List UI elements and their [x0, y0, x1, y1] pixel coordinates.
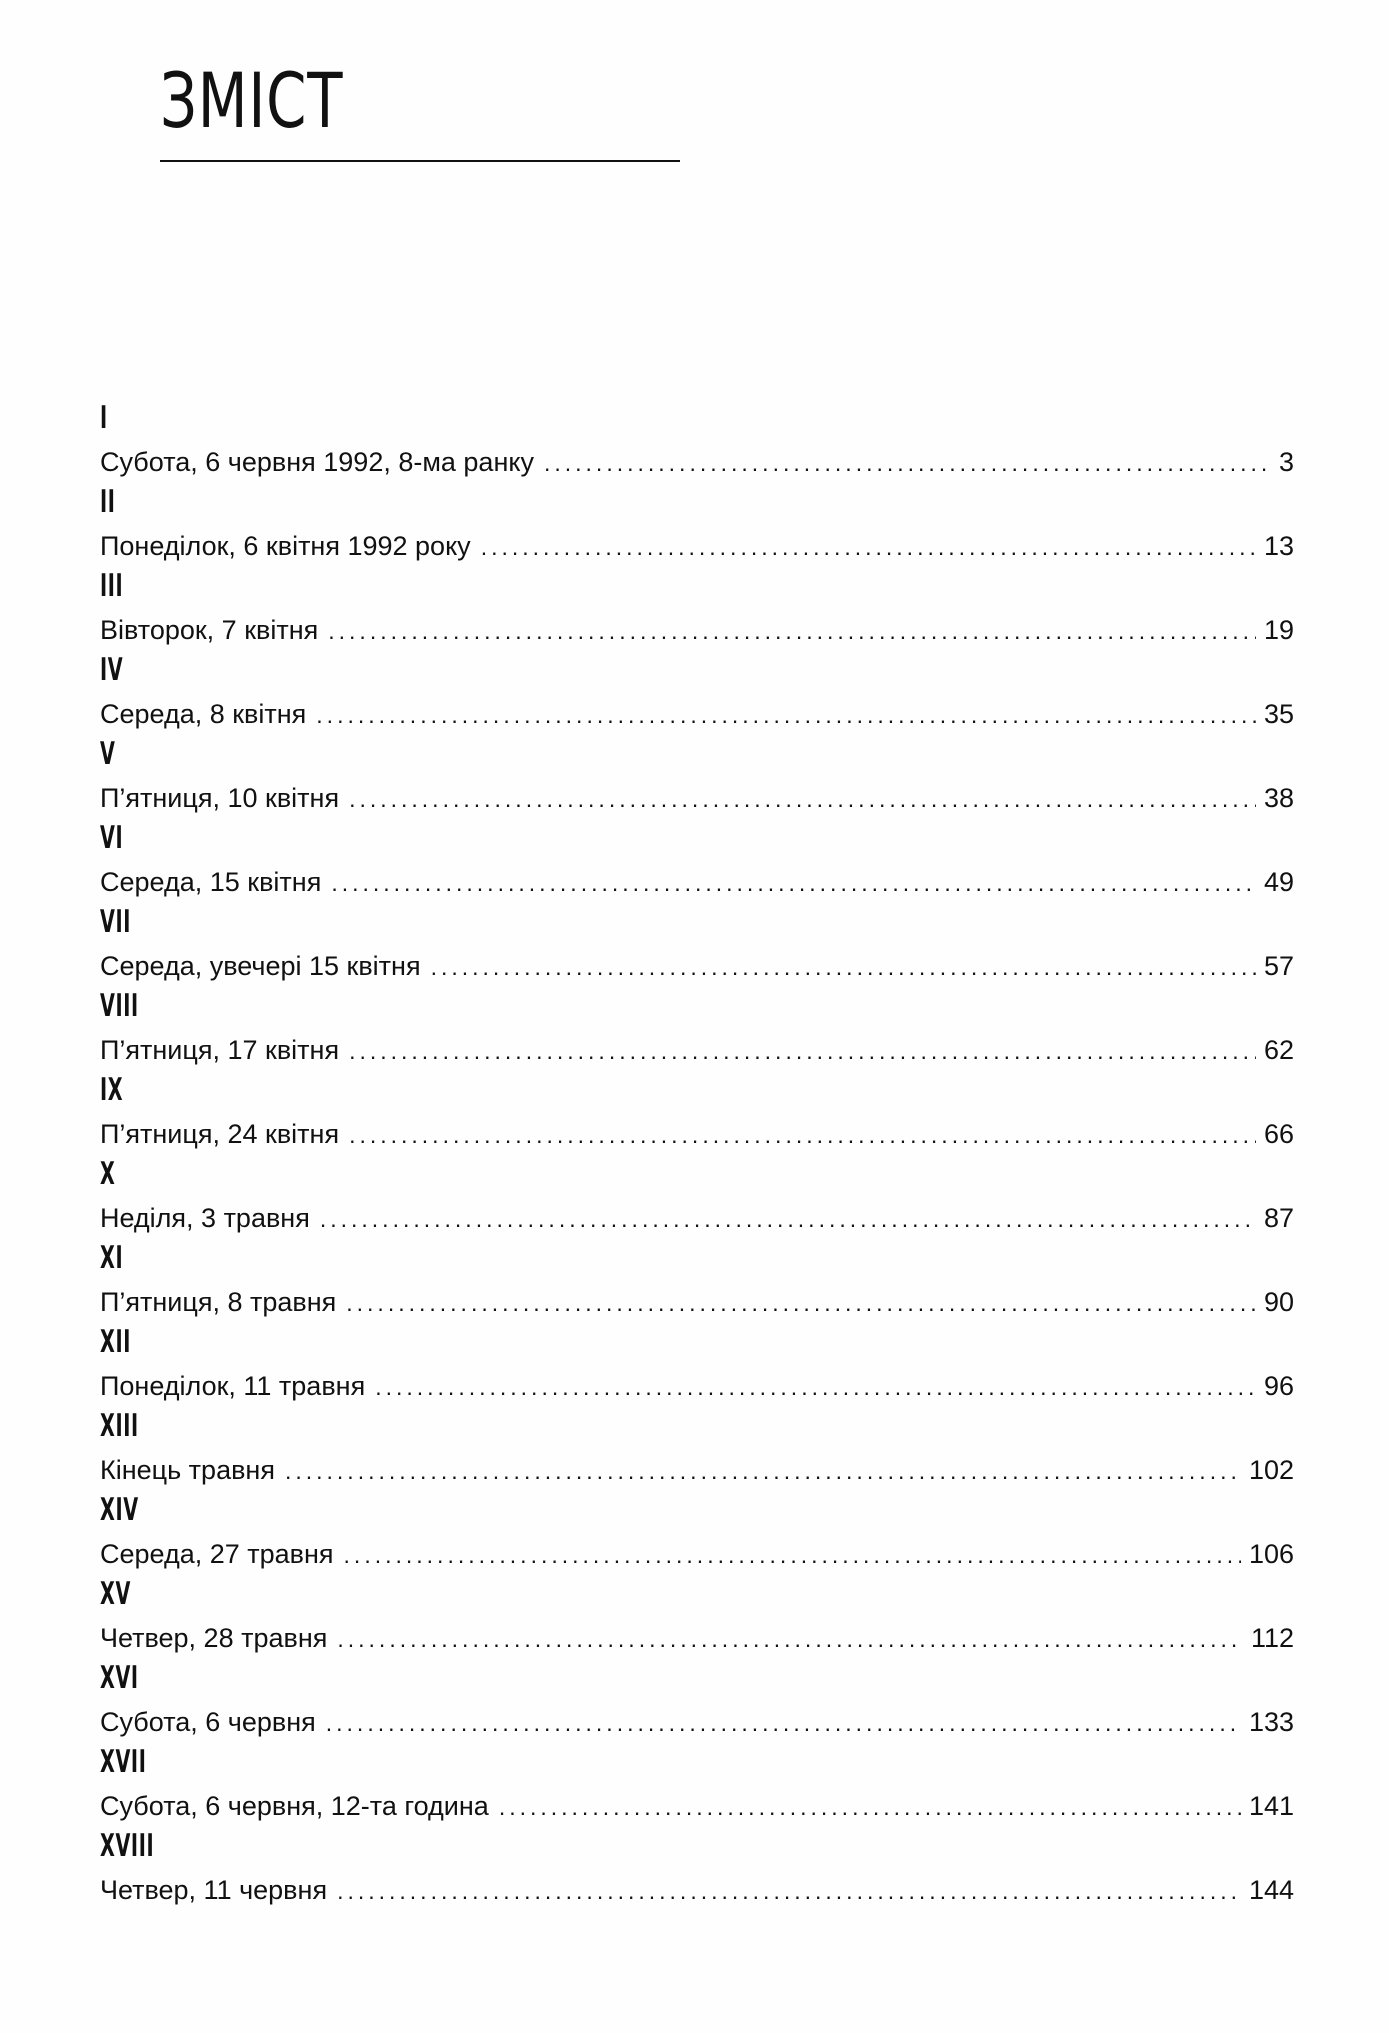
- toc-entry: [100, 652, 1294, 739]
- chapter-line: [100, 1874, 1294, 1907]
- toc-entry: [100, 1576, 1294, 1663]
- chapter-line: [100, 698, 1294, 731]
- page-number: 141: [1248, 1791, 1294, 1821]
- toc-entry: [100, 1744, 1294, 1831]
- chapter-line: [100, 1034, 1294, 1067]
- page-number: 90: [1263, 1287, 1294, 1317]
- chapter-title: Субота, 6 червня 1992, 8-ма ранку: [100, 447, 534, 477]
- dot-leader: [499, 1791, 1241, 1823]
- page-number: 13: [1263, 531, 1294, 561]
- chapter-line: [100, 614, 1294, 647]
- page-number: 35: [1263, 699, 1294, 729]
- page-number: 87: [1263, 1203, 1294, 1233]
- chapter-number: VII: [100, 904, 132, 940]
- chapter-title: Понеділок, 6 квітня 1992 року: [100, 531, 471, 561]
- page-number: 106: [1248, 1539, 1294, 1569]
- chapter-number: XIV: [100, 1492, 139, 1528]
- table-of-contents-title: ЗМІСТ: [160, 56, 344, 145]
- dot-leader: [320, 1203, 1256, 1235]
- toc-entry: [100, 568, 1294, 655]
- dot-leader: [328, 615, 1256, 647]
- page-number: 62: [1263, 1035, 1294, 1065]
- toc-entry: [100, 1492, 1294, 1579]
- chapter-line: [100, 866, 1294, 899]
- dot-leader: [337, 1623, 1243, 1655]
- page-number: 133: [1248, 1707, 1294, 1737]
- toc-entry: [100, 400, 1294, 487]
- toc-entry: [100, 1324, 1294, 1411]
- toc-entry: [100, 1240, 1294, 1327]
- page-number: 66: [1263, 1119, 1294, 1149]
- chapter-title: Четвер, 28 травня: [100, 1623, 328, 1653]
- chapter-number: XVII: [100, 1744, 147, 1780]
- dot-leader: [375, 1371, 1256, 1403]
- chapter-number: IX: [100, 1072, 124, 1108]
- chapter-number: VIII: [100, 988, 139, 1024]
- chapter-line: [100, 446, 1294, 479]
- chapter-title: Субота, 6 червня, 12-та година: [100, 1791, 489, 1821]
- dot-leader: [316, 699, 1256, 731]
- toc-entry: [100, 484, 1294, 571]
- dot-leader: [481, 531, 1256, 563]
- chapter-title: Середа, 27 травня: [100, 1539, 334, 1569]
- chapter-line: [100, 530, 1294, 563]
- chapter-title: П’ятниця, 10 квітня: [100, 783, 340, 813]
- dot-leader: [344, 1539, 1241, 1571]
- chapter-number: XVI: [100, 1660, 139, 1696]
- chapter-title: Кінець травня: [100, 1455, 275, 1485]
- chapter-title: П’ятниця, 24 квітня: [100, 1119, 340, 1149]
- chapter-line: [100, 1622, 1294, 1655]
- chapter-title: П’ятниця, 17 квітня: [100, 1035, 340, 1065]
- toc-entry: [100, 1072, 1294, 1159]
- chapter-number: X: [100, 1156, 116, 1192]
- toc-entry: [100, 820, 1294, 907]
- title-underline: [160, 160, 680, 162]
- chapter-line: [100, 1706, 1294, 1739]
- page-number: 57: [1263, 951, 1294, 981]
- chapter-line: [100, 1790, 1294, 1823]
- chapter-number: XIII: [100, 1408, 139, 1444]
- dot-leader: [326, 1707, 1241, 1739]
- dot-leader: [431, 951, 1256, 983]
- chapter-number: V: [100, 736, 116, 772]
- toc-entry: [100, 1660, 1294, 1747]
- chapter-title: Субота, 6 червня: [100, 1707, 316, 1737]
- chapter-number: XV: [100, 1576, 131, 1612]
- toc-entry: [100, 988, 1294, 1075]
- dot-leader: [349, 783, 1256, 815]
- dot-leader: [544, 447, 1268, 479]
- chapter-line: [100, 1202, 1294, 1235]
- chapter-line: [100, 1370, 1294, 1403]
- toc-entry: [100, 904, 1294, 991]
- dot-leader: [349, 1119, 1256, 1151]
- chapter-number: XII: [100, 1324, 131, 1360]
- page-number: 3: [1278, 447, 1294, 477]
- chapter-line: [100, 782, 1294, 815]
- chapter-title: Середа, 15 квітня: [100, 867, 322, 897]
- chapter-number: XVIII: [100, 1828, 155, 1864]
- dot-leader: [331, 867, 1256, 899]
- chapter-title: П’ятниця, 8 травня: [100, 1287, 337, 1317]
- page-number: 102: [1248, 1455, 1294, 1485]
- page-number: 144: [1248, 1875, 1294, 1905]
- chapter-title: Неділя, 3 травня: [100, 1203, 310, 1233]
- chapter-title: Середа, 8 квітня: [100, 699, 307, 729]
- chapter-line: [100, 1118, 1294, 1151]
- table-of-contents-list: [100, 400, 1294, 1915]
- chapter-number: XI: [100, 1240, 124, 1276]
- chapter-number: II: [100, 484, 116, 520]
- dot-leader: [346, 1287, 1256, 1319]
- chapter-number: VI: [100, 820, 124, 856]
- page-number: 96: [1263, 1371, 1294, 1401]
- toc-entry: [100, 736, 1294, 823]
- dot-leader: [349, 1035, 1256, 1067]
- chapter-title: Вівторок, 7 квітня: [100, 615, 319, 645]
- chapter-line: [100, 1286, 1294, 1319]
- page-number: 19: [1263, 615, 1294, 645]
- chapter-title: Понеділок, 11 травня: [100, 1371, 366, 1401]
- page-number: 38: [1263, 783, 1294, 813]
- toc-entry: [100, 1408, 1294, 1495]
- chapter-title: Середа, увечері 15 квітня: [100, 951, 421, 981]
- chapter-line: [100, 1454, 1294, 1487]
- toc-entry: [100, 1828, 1294, 1915]
- chapter-line: [100, 1538, 1294, 1571]
- chapter-title: Четвер, 11 червня: [100, 1875, 328, 1905]
- page-number: 112: [1250, 1623, 1294, 1653]
- page-number: 49: [1263, 867, 1294, 897]
- dot-leader: [285, 1455, 1241, 1487]
- chapter-number: I: [100, 400, 108, 436]
- chapter-number: III: [100, 568, 124, 604]
- dot-leader: [337, 1875, 1241, 1907]
- toc-entry: [100, 1156, 1294, 1243]
- chapter-line: [100, 950, 1294, 983]
- chapter-number: IV: [100, 652, 124, 688]
